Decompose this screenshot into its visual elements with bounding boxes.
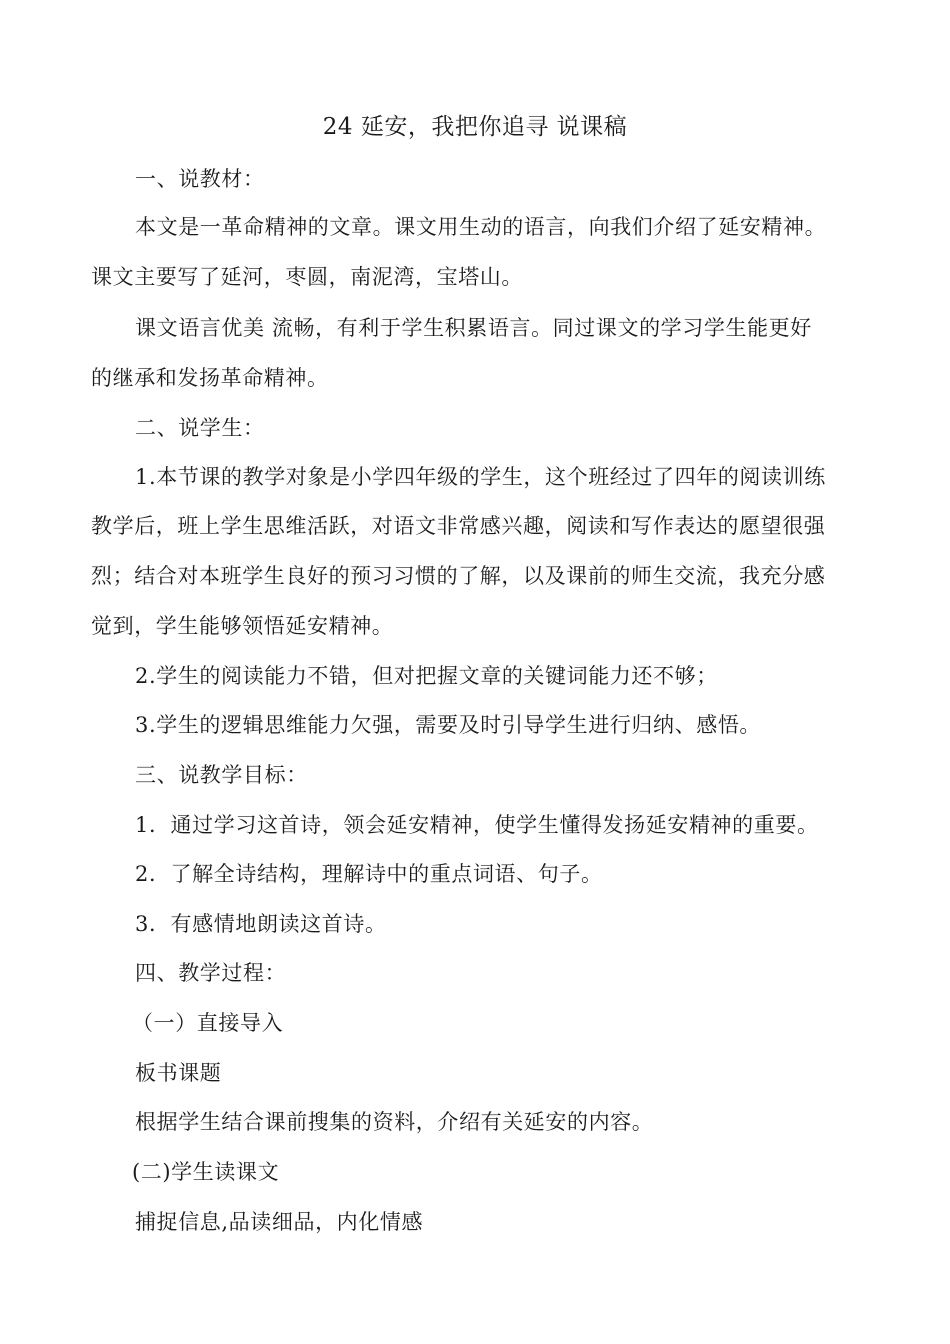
section-heading-textbook: 一、说教材：	[135, 167, 265, 191]
paragraph-line: 觉到，学生能够领悟延安精神。	[91, 614, 394, 638]
paragraph-line: 捕捉信息,品读细品，内化情感	[135, 1210, 424, 1234]
paragraph-line: 1.本节课的教学对象是小学四年级的学生，这个班经过了四年的阅读训练	[135, 465, 826, 489]
paragraph-line: 教学后，班上学生思维活跃，对语文非常感兴趣，阅读和写作表达的愿望很强	[91, 514, 826, 538]
paragraph-line: 板书课题	[135, 1061, 222, 1085]
section-heading-process: 四、教学过程：	[135, 961, 287, 985]
list-item: 2．了解全诗结构，理解诗中的重点词语、句子。	[135, 862, 603, 886]
document-title: 24 延安，我把你追寻 说课稿	[322, 114, 628, 140]
list-item: 1．通过学习这首诗，领会延安精神，使学生懂得发扬延安精神的重要。	[135, 813, 819, 837]
paragraph-line: 烈；结合对本班学生良好的预习习惯的了解，以及课前的师生交流，我充分感	[91, 564, 826, 588]
section-heading-goals: 三、说教学目标：	[135, 763, 308, 787]
section-heading-students: 二、说学生：	[135, 416, 265, 440]
paragraph-line: 课文主要写了延河，枣圆，南泥湾，宝塔山。	[91, 265, 523, 289]
paragraph-line: 课文语言优美 流畅，有利于学生积累语言。同过课文的学习学生能更好	[135, 316, 812, 340]
subsection-heading: (二)学生读课文	[132, 1160, 280, 1184]
paragraph-line: 根据学生结合课前搜集的资料，介绍有关延安的内容。	[135, 1110, 654, 1134]
subsection-heading: （一）直接导入	[132, 1011, 284, 1035]
paragraph-line: 的继承和发扬革命精神。	[91, 366, 329, 390]
paragraph-line: 2.学生的阅读能力不错，但对把握文章的关键词能力还不够；	[135, 664, 718, 688]
paragraph-line: 本文是一革命精神的文章。课文用生动的语言，向我们介绍了延安精神。	[135, 215, 827, 239]
paragraph-line: 3.学生的逻辑思维能力欠强，需要及时引导学生进行归纳、感悟。	[135, 713, 762, 737]
list-item: 3．有感情地朗读这首诗。	[135, 912, 387, 936]
